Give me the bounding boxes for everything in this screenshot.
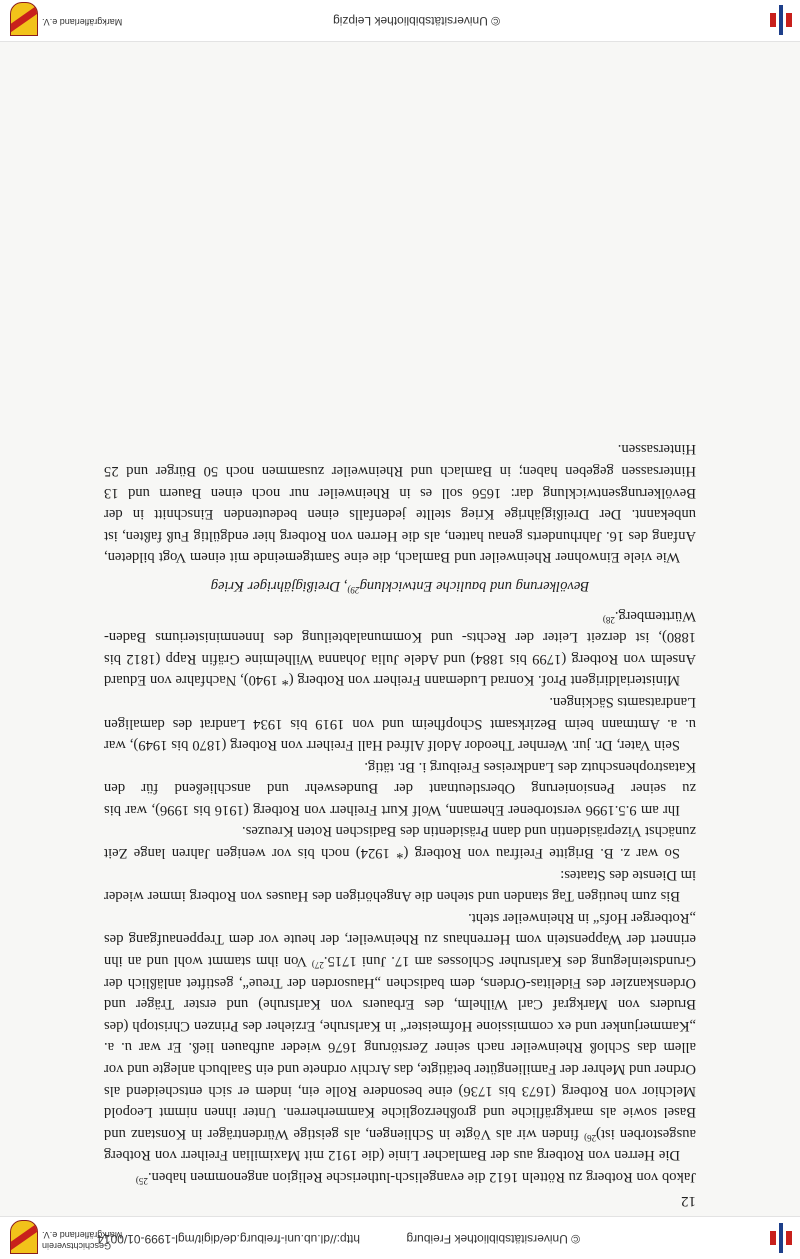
text-run: Ihr am 9.5.1996 verstorbener Ehemann, Wolf Kurt Freiherr von Rotberg (1916 bis 1996), war bis zu seiner Pensionierung Oberstleutnant der Bundeswehr und anschließend für den Katastrophenschutz des Landkreises Freiburg i. Br. tätig. xyxy=(104,758,696,818)
text-run: finden wir als Vögte in Schliengen, als geistige Würdenträger in Konstanz und Basel sowie als markgräfliche und großherzogliche Kammerherren. Unter ihnen nimmt Leopold Melchior von Rotberg (1673 bis 1736) eine besondere Rolle ein, indem er sich entscheidend als Ordner und Mehrer der Familiengüter betätigte, das Archiv ordnete und ein Saalbuch anlegte und vor allem das Schloß Rheinweiler nach seiner Zerstörung 1676 wieder aufbauen ließ. Er war u. a. „Kammerjunker und ex commissione Hofmeister“ in Karlsruhe, Erzieher des Prinzen Christoph (des Bruders von Markgraf Carl Wilhelm, des Erbauers von Karlsruhe) und erster Träger und Ordenskanzler des Fidelitas-Ordens, dem badischen „Hausorden der Treue“, gestiftet anläßlich der Grundsteinlegung des Karlsruher Schlosses am 17. Juni 1715. xyxy=(104,953,696,1142)
society-crest-icon xyxy=(10,2,38,36)
text-run: Die Herren von Rotberg aus der Bamlacher Linie (die 1912 mit Maximilian Freiherr von Rotberg ausgestorben ist) xyxy=(104,1125,696,1164)
text-run: Bis zum heutigen Tag standen und stehen die Angehörigen des Hauses von Rotberg immer wieder im Dienste des Staates: xyxy=(104,866,696,905)
text-run: Bevölkerung und bauliche Entwicklung xyxy=(359,577,590,594)
footnote-ref: 29) xyxy=(347,584,360,595)
text-run: Jakob von Rotberg zu Rötteln 1612 die evangelisch-lutherische Religion angenommen haben. xyxy=(147,1169,696,1185)
paragraph xyxy=(104,755,696,820)
society-name xyxy=(42,1229,122,1251)
text-run: , Dreißigjähriger Krieg xyxy=(210,577,348,594)
paragraph xyxy=(104,863,696,906)
text-run: So war z. B. Brigitte Freifrau von Rotberg (* 1924) noch bis vor wenigen Jahren lange Zeit zunächst Vizepräsidentin und dann Präsidentin des Badischen Roten Kreuzes. xyxy=(104,823,696,862)
paragraph xyxy=(104,690,696,755)
library-copyright: © Universitätsbibliothek Leipzig xyxy=(333,14,500,28)
footnote-ref: 27) xyxy=(311,960,324,971)
viewer-footer-band xyxy=(0,0,800,42)
text-run: Wie viele Einwohner Rheinweiler und Bamlach, die eine Samtgemeinde mit einem Vogt bildeten, Anfang des 16. Jahrhunderts genau hatten, als die Herren von Rotberg hier endgültig Fuß faßten, ist unbekannt. Der Dreißigjährige Krieg stellte jedenfalls einen bedeutenden Einschnitt in der Bevölkerungsentwicklung dar: 1656 soll es in Rheinweiler nur noch einen Bauern und 13 Hintersassen gegeben haben; in Bamlach und Rheinweiler zusammen noch 50 Bürger und 25 Hintersassen. xyxy=(104,441,696,566)
footnote-ref: 25) xyxy=(135,1176,148,1186)
page-number: 12 xyxy=(681,1193,696,1209)
viewer-header-band xyxy=(0,1216,800,1259)
society-line-2: Markgräflerland e.V. xyxy=(42,1230,123,1240)
paragraph xyxy=(104,438,696,568)
footnote-ref: 28) xyxy=(602,614,615,625)
text-run: Von ihm stammt wohl und an ihn erinnert der Wappenstein vom Herrenhaus zu Rheinweiler, der heute vor dem Treppenaufgang des „Rotberger Hofs“ in Rheinweiler steht. xyxy=(104,909,696,970)
section-heading xyxy=(104,574,696,596)
paragraph xyxy=(104,604,696,690)
university-logo-icon xyxy=(770,5,792,35)
society-crest-icon xyxy=(10,1220,38,1254)
page-body xyxy=(104,438,696,1187)
society-name: Markgräflerland e.V. xyxy=(42,17,123,27)
text-run: Sein Vater, Dr. jur. Wernher Theodor Adolf Alfred Hall Freiherr von Rotberg (1870 bis 1949), war u. a. Amtmann beim Bezirksamt Schopfheim und von 1919 bis 1934 Landrat des damaligen Landratsamts Säckingen. xyxy=(104,693,696,754)
paragraph xyxy=(104,820,696,863)
library-copyright: © Universitätsbibliothek Freiburg xyxy=(406,1232,580,1246)
university-logo-icon xyxy=(770,1223,792,1253)
text-run: Ministerialdirigent Prof. Konrad Ludemann Freiherr von Rotberg (* 1940), Nachfahre von Eduard Anselm von Rotberg (1799 bis 1884) und Adele Julia Johanna Wilhelmine Gräfin Rapp (1812 bis 1880), ist derzeit Leiter der Rechts- und Kommunalabteilung des Innenministeriums Baden-Württemberg. xyxy=(104,607,696,689)
society-line-1: Geschichtsverein xyxy=(42,1241,112,1251)
document-url[interactable]: http://dl.ub.uni-freiburg.de/digit/mgl-1999-01/0014 xyxy=(97,1232,360,1246)
footnote-ref: 26) xyxy=(584,1132,597,1143)
paragraph xyxy=(104,1165,696,1187)
paragraph xyxy=(104,906,696,1165)
